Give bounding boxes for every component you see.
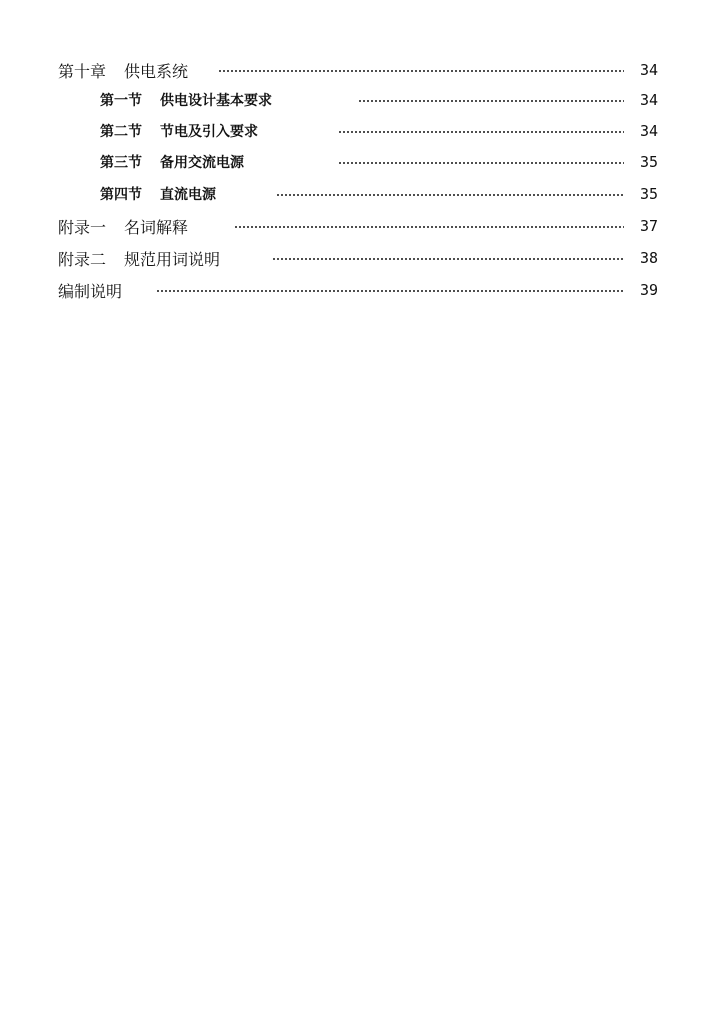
dot-leader	[338, 162, 624, 164]
toc-entry-prefix: 第二节	[100, 124, 142, 140]
toc-entry-appendix-2[interactable]	[0, 246, 716, 270]
toc-entry-section-4[interactable]	[0, 182, 716, 206]
toc-entry-page-number: 39	[639, 281, 658, 299]
toc-entry-title: 编制说明	[58, 281, 123, 301]
toc-entry-title: 备用交流电源	[160, 155, 244, 171]
toc-entry-label	[58, 279, 122, 302]
toc-entry-page-number: 34	[639, 61, 658, 79]
toc-entry-title: 供电系统	[124, 61, 189, 81]
toc-entry-title: 规范用词说明	[124, 249, 221, 269]
toc-entry-compilation-notes[interactable]	[0, 278, 716, 302]
toc-entry-title: 供电设计基本要求	[160, 93, 272, 109]
toc-entry-title: 直流电源	[160, 187, 216, 203]
toc-entry-prefix: 第一节	[100, 93, 142, 109]
toc-entry-chapter-10[interactable]	[0, 58, 716, 82]
toc-entry-title: 节电及引入要求	[160, 124, 258, 140]
toc-entry-page-number: 38	[639, 249, 658, 267]
toc-entry-page-number: 34	[639, 91, 658, 109]
toc-entry-label	[58, 59, 188, 82]
dot-leader	[358, 100, 624, 102]
toc-entry-page-number: 35	[639, 153, 658, 171]
toc-entry-label	[58, 215, 188, 238]
toc-entry-label	[58, 247, 220, 270]
toc-entry-section-2[interactable]	[0, 119, 716, 143]
toc-entry-prefix: 第四节	[100, 187, 142, 203]
dot-leader	[156, 290, 624, 292]
toc-entry-label	[100, 90, 272, 110]
dot-leader	[272, 258, 624, 260]
toc-entry-page-number: 34	[639, 122, 658, 140]
toc-entry-label	[100, 121, 258, 141]
toc-entry-prefix: 第十章	[58, 61, 107, 81]
toc-entry-prefix: 附录一	[58, 217, 107, 237]
toc-entry-title: 名词解释	[124, 217, 189, 237]
toc-entry-section-1[interactable]	[0, 88, 716, 112]
toc-entry-section-3[interactable]	[0, 150, 716, 174]
toc-entry-appendix-1[interactable]	[0, 214, 716, 238]
dot-leader	[276, 194, 624, 196]
dot-leader	[218, 70, 624, 72]
toc-entry-page-number: 35	[639, 185, 658, 203]
toc-entry-label	[100, 184, 216, 204]
toc-entry-prefix: 第三节	[100, 155, 142, 171]
dot-leader	[338, 131, 624, 133]
toc-entry-prefix: 附录二	[58, 249, 107, 269]
toc-entry-page-number: 37	[639, 217, 658, 235]
dot-leader	[234, 226, 624, 228]
toc-entry-label	[100, 152, 244, 172]
